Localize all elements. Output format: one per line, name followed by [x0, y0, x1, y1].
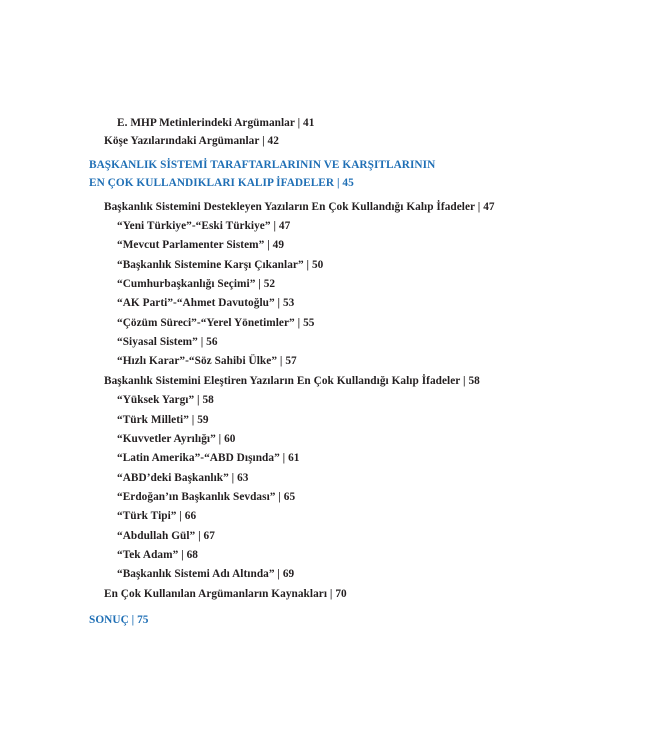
toc-entry-title: SONUÇ: [89, 614, 129, 626]
toc-entry: [104, 587, 347, 601]
toc-page-number: 47: [278, 220, 291, 232]
toc-entry: [104, 374, 480, 388]
toc-page-number: 56: [206, 336, 218, 348]
toc-entry: [117, 529, 215, 543]
toc-separator: |: [274, 568, 283, 580]
toc-page-number: 58: [468, 375, 480, 387]
toc-entry-title: Başkanlık Sistemini Destekleyen Yazıların En Çok Kullandığı Kalıp İfadeler: [104, 201, 475, 213]
toc-separator: |: [294, 317, 304, 329]
toc-entry: [117, 238, 284, 252]
toc-page-number: 49: [272, 239, 285, 251]
toc-entry-title: “ABD’deki Başkanlık”: [117, 472, 229, 484]
toc-entry-title: “Siyasal Sistem”: [117, 336, 198, 348]
toc-separator: |: [327, 588, 336, 600]
toc-separator: |: [228, 472, 238, 484]
toc-entry: [117, 316, 314, 330]
toc-separator: |: [264, 239, 273, 251]
toc-page-number: 58: [202, 394, 214, 406]
toc-entry: [117, 219, 290, 233]
toc-entry: [117, 509, 196, 523]
toc-page-number: 61: [288, 452, 300, 464]
toc-entry: [117, 471, 249, 485]
toc-page-number: 50: [311, 259, 324, 271]
toc-page-number: 41: [303, 117, 315, 129]
toc-separator: |: [334, 177, 343, 189]
toc-separator: |: [128, 614, 138, 626]
toc-entry-title: E. MHP Metinlerindeki Argümanlar: [117, 117, 295, 129]
toc-entry-title: “Yeni Türkiye”-“Eski Türkiye”: [117, 220, 271, 232]
toc-entry-title: “Mevcut Parlamenter Sistem”: [117, 239, 265, 251]
toc-section-heading: [89, 613, 149, 627]
toc-entry: [117, 432, 236, 446]
toc-separator: |: [259, 135, 268, 147]
toc-entry: [104, 200, 495, 214]
toc-entry: [117, 116, 314, 130]
toc-entry-title: “Hızlı Karar”-“Söz Sahibi Ülke”: [117, 355, 278, 367]
toc-entry-title: “AK Parti”-“Ahmet Davutoğlu”: [117, 297, 275, 309]
toc-page-number: 63: [237, 472, 249, 484]
toc-separator: |: [176, 510, 185, 522]
toc-entry-title: BAŞKANLIK SİSTEMİ TARAFTARLARININ VE KARŞITLARININ: [89, 159, 436, 171]
toc-page-number: 69: [282, 568, 295, 580]
toc-entry-title: “Yüksek Yargı”: [117, 394, 195, 406]
toc-entry-title: “Başkanlık Sistemi Adı Altında”: [117, 568, 275, 580]
toc-page-number: 66: [184, 510, 197, 522]
toc-separator: |: [474, 201, 484, 213]
toc-page-number: 60: [224, 433, 236, 445]
toc-entry-title: “Başkanlık Sistemine Karşı Çıkanlar”: [117, 259, 304, 271]
toc-separator: |: [195, 530, 204, 542]
toc-separator: |: [270, 220, 279, 232]
toc-separator: |: [303, 259, 312, 271]
toc-page-number: 42: [267, 135, 279, 147]
toc-entry-title: “Cumhurbaşkanlığı Seçimi”: [117, 278, 256, 290]
toc-page-number: 53: [282, 297, 295, 309]
toc-entry: [117, 567, 294, 581]
toc-entry-title: “Türk Milleti”: [117, 414, 189, 426]
toc-entry: [117, 296, 294, 310]
toc-entry-title: “Kuvvetler Ayrılığı”: [117, 433, 216, 445]
toc-page-number: 47: [483, 201, 495, 213]
toc-entry: [117, 277, 275, 291]
toc-entry-title: “Çözüm Süreci”-“Yerel Yönetimler”: [117, 317, 295, 329]
toc-section-heading: [89, 176, 354, 190]
toc-separator: |: [194, 394, 203, 406]
toc-entry: [117, 413, 209, 427]
toc-separator: |: [255, 278, 264, 290]
toc-entry-title: “Tek Adam”: [117, 549, 179, 561]
toc-page-number: 75: [137, 614, 149, 626]
toc-entry: [117, 393, 214, 407]
toc-entry-title: En Çok Kullanılan Argümanların Kaynakları: [104, 588, 328, 600]
toc-separator: |: [178, 549, 187, 561]
toc-entry: [117, 258, 323, 272]
toc-separator: |: [277, 355, 286, 367]
toc-entry: [117, 354, 297, 368]
toc-page-number: 55: [303, 317, 315, 329]
toc-entry-title: EN ÇOK KULLANDIKLARI KALIP İFADELER: [89, 177, 335, 189]
toc-separator: |: [279, 452, 289, 464]
toc-separator: |: [215, 433, 225, 445]
toc-separator: |: [274, 297, 283, 309]
toc-separator: |: [275, 491, 284, 503]
toc-page-number: 45: [342, 177, 354, 189]
toc-entry-title: “Erdoğan’ın Başkanlık Sevdası”: [117, 491, 276, 503]
toc-entry: [117, 451, 299, 465]
toc-entry-title: “Türk Tipi”: [117, 510, 177, 522]
toc-page-number: 70: [335, 588, 347, 600]
toc-page-number: 57: [285, 355, 297, 367]
toc-entry: [117, 335, 218, 349]
toc-entry: [104, 134, 279, 148]
toc-page-number: 52: [263, 278, 276, 290]
toc-separator: |: [197, 336, 207, 348]
toc-page-number: 67: [203, 530, 215, 542]
toc-page-number: 68: [186, 549, 198, 561]
toc-page-number: 59: [197, 414, 209, 426]
toc-entry: [117, 548, 198, 562]
toc-entry-title: “Abdullah Gül”: [117, 530, 196, 542]
toc-page-number: 65: [283, 491, 296, 503]
toc-separator: |: [460, 375, 469, 387]
toc-entry-title: Köşe Yazılarındaki Argümanlar: [104, 135, 260, 147]
toc-section-heading: [89, 158, 435, 172]
toc-entry-title: Başkanlık Sistemini Eleştiren Yazıların En Çok Kullandığı Kalıp İfadeler: [104, 375, 461, 387]
toc-separator: |: [294, 117, 304, 129]
toc-entry-title: “Latin Amerika”-“ABD Dışında”: [117, 452, 280, 464]
toc-entry: [117, 490, 295, 504]
toc-separator: |: [188, 414, 198, 426]
